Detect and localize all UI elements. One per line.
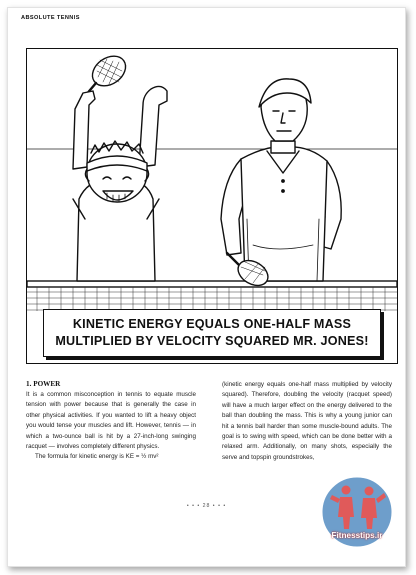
tennis-net — [27, 281, 397, 311]
section-heading: 1. POWER — [26, 380, 61, 388]
running-head: ABSOLUTE TENNIS — [21, 15, 80, 21]
junior-player — [73, 50, 167, 281]
watermark-text: Fitnesstips.ir — [331, 531, 383, 540]
text-column-left — [26, 380, 196, 463]
cartoon-caption: KINETIC ENERGY EQUALS ONE-HALF MASS MULTIPLIED BY VELOCITY SQUARED MR. JONES! — [55, 317, 369, 348]
page-number: • • • 28 • • • — [186, 503, 227, 509]
text-column-right — [222, 380, 392, 463]
body-paragraph: (kinetic energy equals one-half mass multiplied by velocity squared). Therefore, doubling the velocity (racquet speed) will have a much larger effect on the energy delivered to the ball than doubling the mass. This is why a young junior can hit a tennis ball harder than some muscle-bound adults. The goal is to swing with speed, which can be done better with a relaxed arm. Additionally, on many shots, especially the serve and topspin groundstrokes, — [222, 381, 392, 461]
body-paragraph: It is a common misconception in tennis to equate muscle tension with power because that is generally the case in other physical activities. If you wanted to lift a heavy object you would tense your muscles and lift. However, tennis — in which a two-ounce ball is hit by a 27-inch-long swinging racquet — involves completely different physics. — [26, 391, 196, 451]
junior-racquet — [85, 50, 131, 96]
adult-player — [221, 79, 341, 291]
cartoon-caption-box — [43, 309, 381, 357]
body-paragraph: The formula for kinetic energy is KE = ½ mv² — [35, 453, 159, 461]
